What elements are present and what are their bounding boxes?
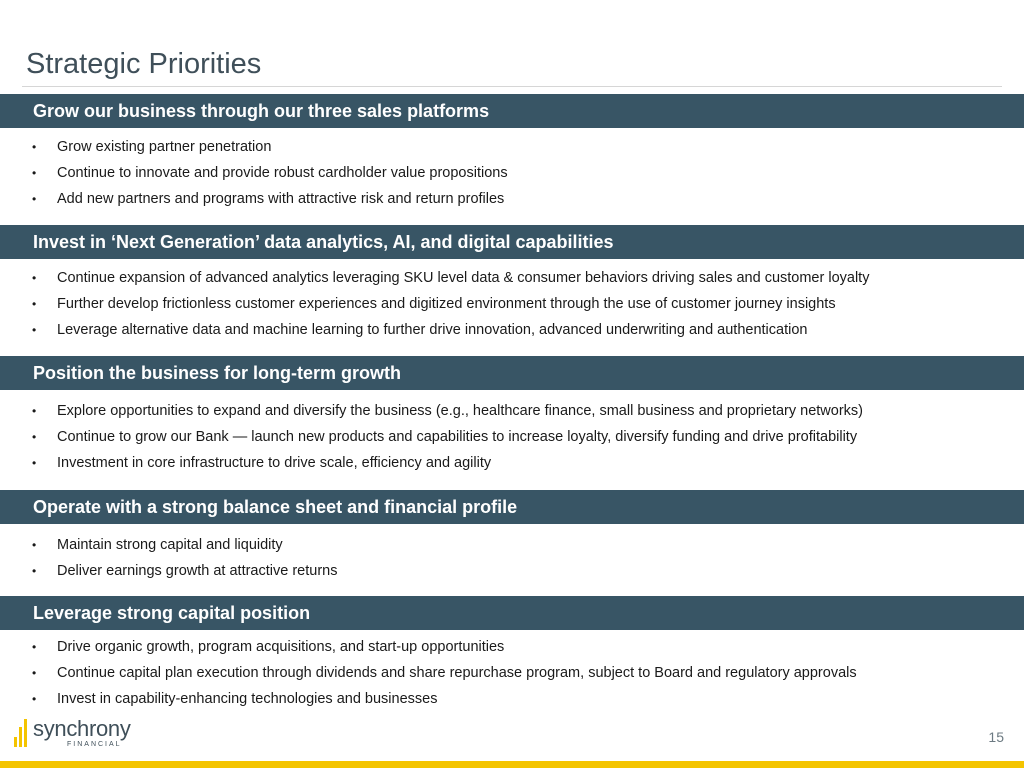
bullet-icon: • <box>32 140 37 154</box>
bullet-list-grow-business <box>32 134 508 212</box>
bullet-text: Maintain strong capital and liquidity <box>57 537 283 553</box>
synchrony-logo-icon <box>14 719 27 747</box>
section-header-next-generation: Invest in ‘Next Generation’ data analytics, AI, and digital capabilities <box>0 225 1024 259</box>
bullet-icon: • <box>32 564 37 578</box>
bullet-icon: • <box>32 271 37 285</box>
list-item <box>32 134 508 160</box>
bullet-text: Add new partners and programs with attractive risk and return profiles <box>57 191 505 207</box>
list-item <box>32 660 857 686</box>
section-header-capital-position: Leverage strong capital position <box>0 596 1024 630</box>
bullet-text: Drive organic growth, program acquisitions, and start-up opportunities <box>57 639 505 655</box>
bullet-text: Investment in core infrastructure to drive scale, efficiency and agility <box>57 455 492 471</box>
list-item <box>32 532 337 558</box>
list-item <box>32 686 857 712</box>
list-item <box>32 398 863 424</box>
bullet-icon: • <box>32 404 37 418</box>
logo-word: synchrony <box>33 715 131 741</box>
section-header-balance-sheet: Operate with a strong balance sheet and financial profile <box>0 490 1024 524</box>
logo-sub: FINANCIAL <box>67 740 122 748</box>
bullet-icon: • <box>32 430 37 444</box>
list-item <box>32 265 869 291</box>
title-divider <box>22 86 1002 87</box>
bullet-text: Continue capital plan execution through dividends and share repurchase program, subject to Board and regulatory approvals <box>57 665 857 681</box>
bullet-text: Further develop frictionless customer experiences and digitized environment through the use of customer journey insights <box>57 296 836 312</box>
bullet-icon: • <box>32 456 37 470</box>
bullet-icon: • <box>32 297 37 311</box>
bullet-icon: • <box>32 640 37 654</box>
list-item <box>32 634 857 660</box>
footer-accent-bar <box>0 761 1024 768</box>
bullet-text: Grow existing partner penetration <box>57 139 272 155</box>
bullet-icon: • <box>32 692 37 706</box>
bullet-text: Explore opportunities to expand and diversify the business (e.g., healthcare finance, small business and proprietary networks) <box>57 403 863 419</box>
bullet-text: Continue expansion of advanced analytics leveraging SKU level data & consumer behaviors driving sales and customer loyalty <box>57 270 870 286</box>
bullet-text: Continue to innovate and provide robust cardholder value propositions <box>57 165 508 181</box>
bullet-icon: • <box>32 323 37 337</box>
list-item <box>32 558 337 584</box>
section-header-grow-business: Grow our business through our three sales platforms <box>0 94 1024 128</box>
section-header-long-term-growth: Position the business for long-term growth <box>0 356 1024 390</box>
bullet-text: Continue to grow our Bank — launch new products and capabilities to increase loyalty, diversify funding and drive profitability <box>57 429 858 445</box>
list-item <box>32 450 863 476</box>
list-item <box>32 160 508 186</box>
list-item <box>32 424 863 450</box>
bullet-text: Deliver earnings growth at attractive returns <box>57 563 338 579</box>
bullet-list-capital-position <box>32 634 857 712</box>
bullet-icon: • <box>32 666 37 680</box>
bullet-list-balance-sheet <box>32 532 337 584</box>
bullet-list-next-generation <box>32 265 869 343</box>
list-item <box>32 186 508 212</box>
bullet-icon: • <box>32 538 37 552</box>
bullet-list-long-term-growth <box>32 398 863 476</box>
page-number: 15 <box>988 729 1004 745</box>
bullet-icon: • <box>32 192 37 206</box>
logo-wordmark <box>33 715 131 749</box>
bullet-icon: • <box>32 166 37 180</box>
synchrony-logo <box>14 716 131 750</box>
list-item <box>32 317 869 343</box>
list-item <box>32 291 869 317</box>
bullet-text: Leverage alternative data and machine learning to further drive innovation, advanced underwriting and authentication <box>57 322 808 338</box>
page-title: Strategic Priorities <box>26 48 262 80</box>
bullet-text: Invest in capability-enhancing technologies and businesses <box>57 691 438 707</box>
